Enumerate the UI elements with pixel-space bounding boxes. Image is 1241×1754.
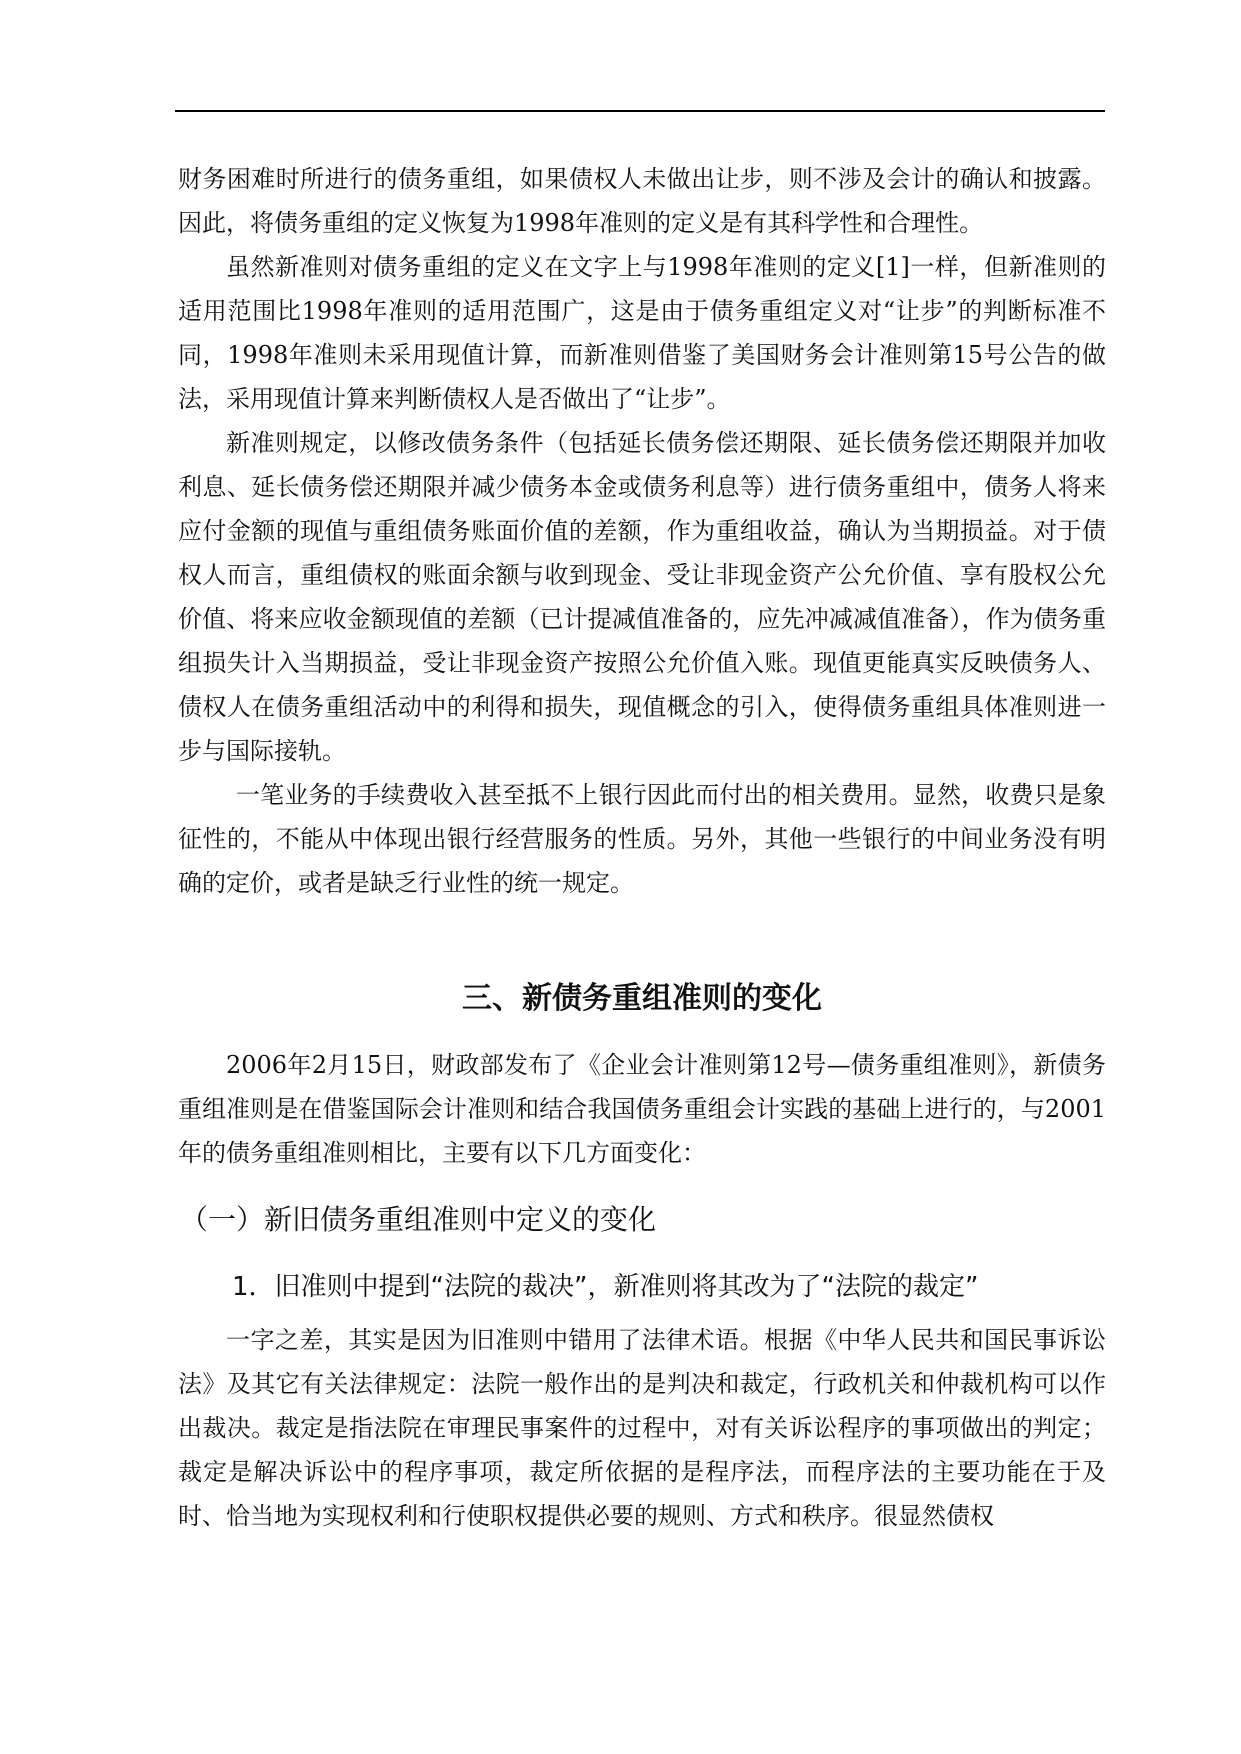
- paragraph-fees: 一笔业务的手续费收入甚至抵不上银行因此而付出的相关费用。显然，收费只是象征性的，不能从中体现出银行经营服务的性质。另外，其他一些银行的中间业务没有明确的定价，或者是缺乏行业性的统一规定。: [178, 781, 1106, 897]
- body-text-section: [178, 1043, 1106, 1175]
- paragraph-new-rule: 新准则规定，以修改债务条件（包括延长债务偿还期限、延长债务偿还期限并加收利息、延长债务偿还期限并减少债务本金或债务利息等）进行债务重组中，债务人将来应付金额的现值与重组债务账面价值的差额，作为重组收益，确认为当期损益。对于债权人而言，重组债权的账面余额与收到现金、受让非现金资产公允价值、享有股权公允价值、将来应收金额现值的差额（已计提减值准备的，应先冲减减值准备），作为债务重组损失计入当期损益，受让非现金资产按照公允价值入账。现值更能真实反映债务人、债权人在债务重组活动中的利得和损失，现值概念的引入，使得债务重组具体准则进一步与国际接轨。: [178, 429, 1106, 765]
- body-text-bottom: [178, 1318, 1106, 1538]
- subsubheading: 1．旧准则中提到“法院的裁决”，新准则将其改为了“法院的裁定”: [232, 1272, 979, 1302]
- header-rule: [175, 110, 1105, 112]
- paragraph-section-intro: 2006年2月15日，财政部发布了《企业会计准则第12号—债务重组准则》，新债务重组准则是在借鉴国际会计准则和结合我国债务重组会计实践的基础上进行的，与2001年的债务重组准则相比，主要有以下几方面变化：: [178, 1051, 1106, 1167]
- subheading: （一）新旧债务重组准则中定义的变化: [180, 1203, 657, 1236]
- paragraph-scope: 虽然新准则对债务重组的定义在文字上与1998年准则的定义[1]一样，但新准则的适用范围比1998年准则的适用范围广，这是由于债务重组定义对“让步”的判断标准不同，1998年准则未采用现值计算，而新准则借鉴了美国财务会计准则第15号公告的做法，采用现值计算来判断债权人是否做出了“让步”。: [178, 253, 1106, 413]
- body-text-top: [178, 157, 1106, 905]
- paragraph-continuation: 财务困难时所进行的债务重组，如果债权人未做出让步，则不涉及会计的确认和披露。因此，将债务重组的定义恢复为1998年准则的定义是有其科学性和合理性。: [178, 165, 1106, 237]
- section-title: 三、新债务重组准则的变化: [462, 981, 822, 1016]
- paragraph-term: 一字之差，其实是因为旧准则中错用了法律术语。根据《中华人民共和国民事诉讼法》及其它有关法律规定：法院一般作出的是判决和裁定，行政机关和仲裁机构可以作出裁决。裁定是指法院在审理民事案件的过程中，对有关诉讼程序的事项做出的判定；裁定是解决诉讼中的程序事项，裁定所依据的是程序法，而程序法的主要功能在于及时、恰当地为实现权利和行使职权提供必要的规则、方式和秩序。很显然债权: [178, 1326, 1106, 1530]
